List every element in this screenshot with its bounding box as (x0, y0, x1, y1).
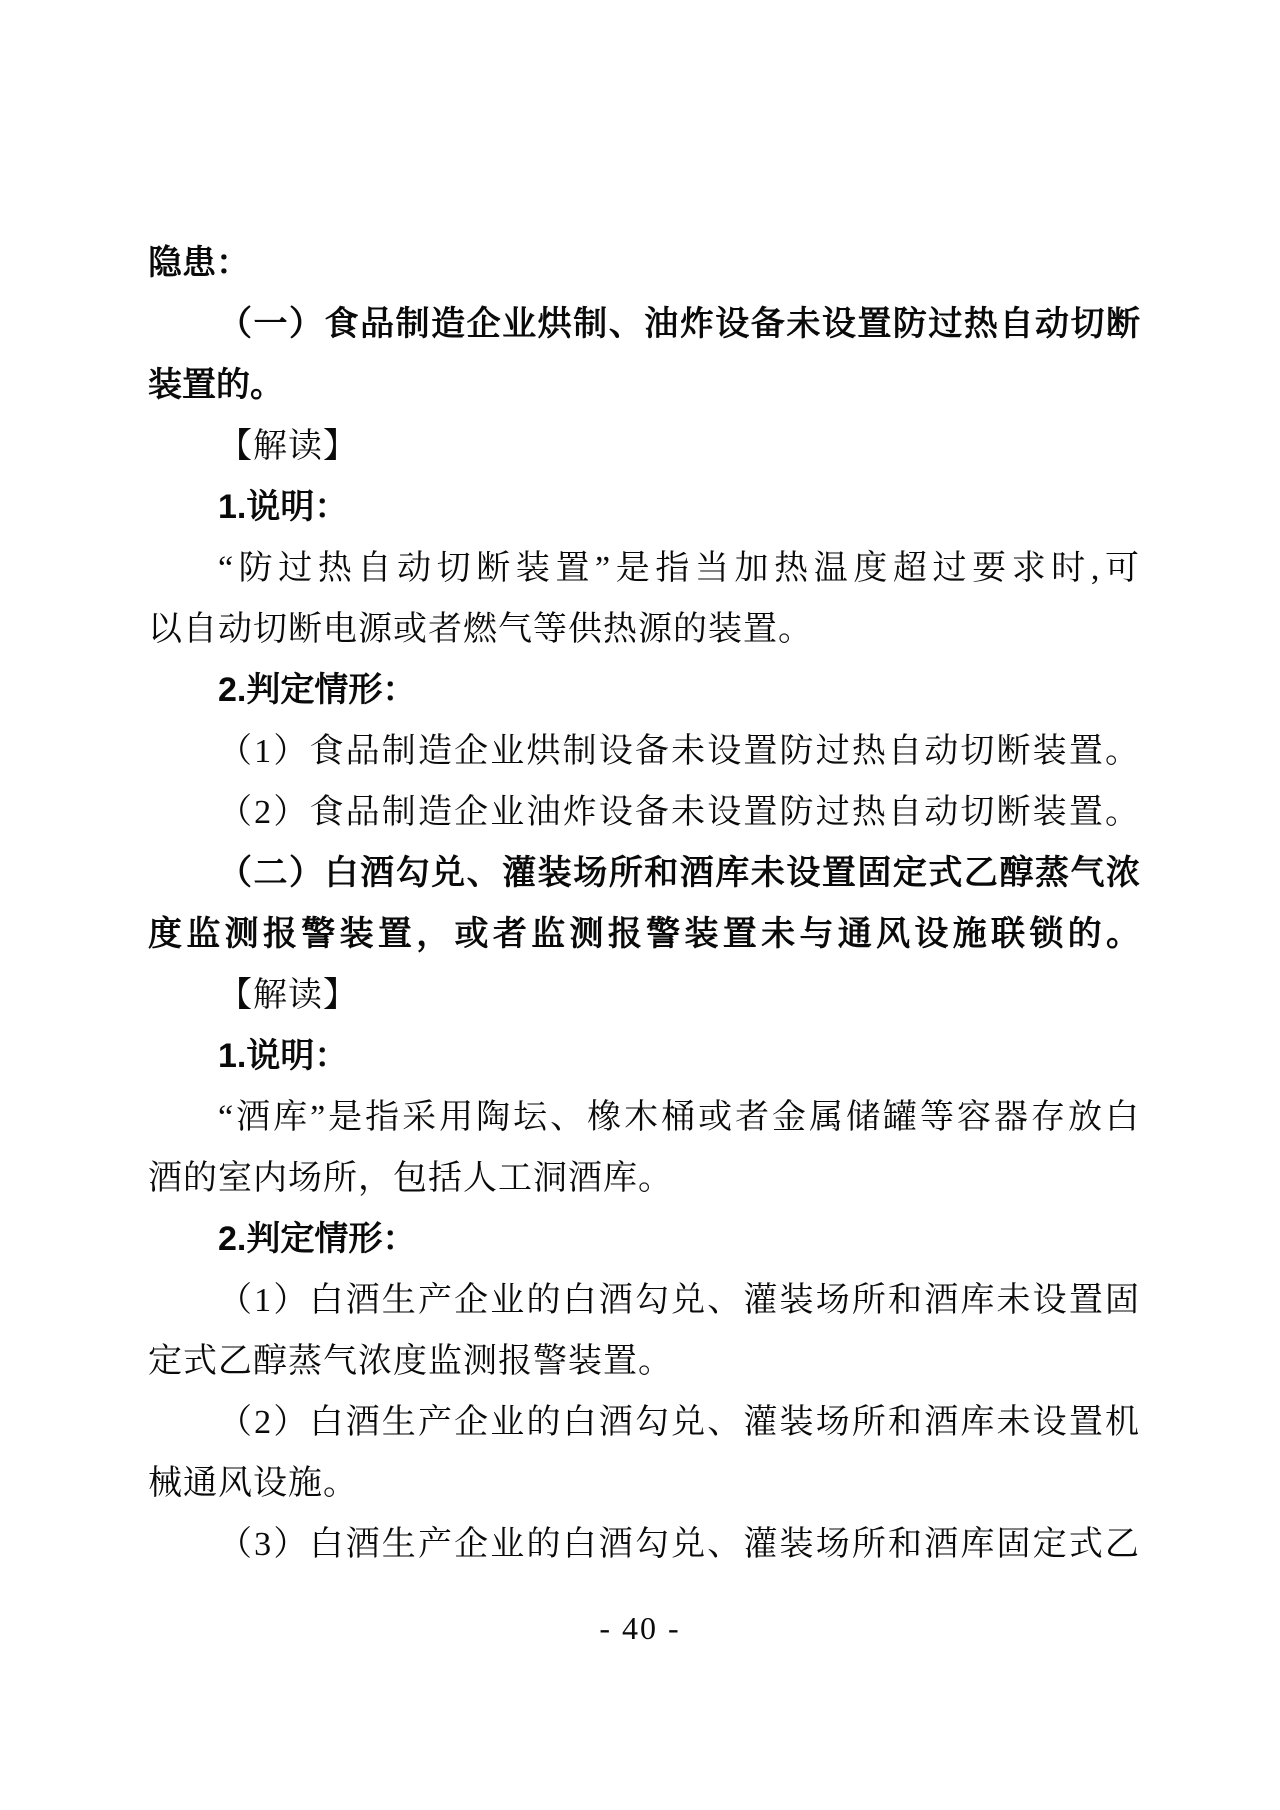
text-line: （二）白酒勾兑、灌装场所和酒库未设置固定式乙醇蒸气浓 (218, 854, 1140, 892)
text-line: （一）食品制造企业烘制、油炸设备未设置防过热自动切断 (218, 305, 1140, 343)
text-line: “防过热自动切断装置”是指当加热温度超过要求时,可 (218, 550, 1140, 587)
text-line: （1）白酒生产企业的白酒勾兑、灌装场所和酒库未设置固 (218, 1282, 1140, 1319)
text-line: 【解读】 (218, 977, 358, 1014)
text-line: （1）食品制造企业烘制设备未设置防过热自动切断装置。 (218, 733, 1140, 770)
text-line: 2.判定情形： (218, 1220, 417, 1258)
text-line: 1.说明： (218, 1037, 349, 1075)
text-line: （2）食品制造企业油炸设备未设置防过热自动切断装置。 (218, 794, 1140, 831)
text-line: 装置的。 (148, 366, 284, 404)
text-line: （3）白酒生产企业的白酒勾兑、灌装场所和酒库固定式乙 (218, 1526, 1140, 1563)
text-line: 酒的室内场所，包括人工洞酒库。 (148, 1160, 673, 1197)
text-line: 1.说明： (218, 488, 349, 526)
text-line: 以自动切断电源或者燃气等供热源的装置。 (148, 611, 813, 648)
text-line: 械通风设施。 (148, 1465, 358, 1502)
text-line: “酒库”是指采用陶坛、橡木桶或者金属储罐等容器存放白 (218, 1099, 1140, 1136)
text-line: 【解读】 (218, 428, 358, 465)
text-line: 定式乙醇蒸气浓度监测报警装置。 (148, 1343, 673, 1380)
text-line: 2.判定情形： (218, 671, 417, 709)
page-number: - 40 - (599, 1610, 681, 1646)
text-line: 度监测报警装置，或者监测报警装置未与通风设施联锁的。 (148, 915, 1140, 953)
document-body (148, 233, 1140, 1575)
text-line: （2）白酒生产企业的白酒勾兑、灌装场所和酒库未设置机 (218, 1404, 1140, 1441)
text-line: 隐患： (148, 244, 250, 282)
